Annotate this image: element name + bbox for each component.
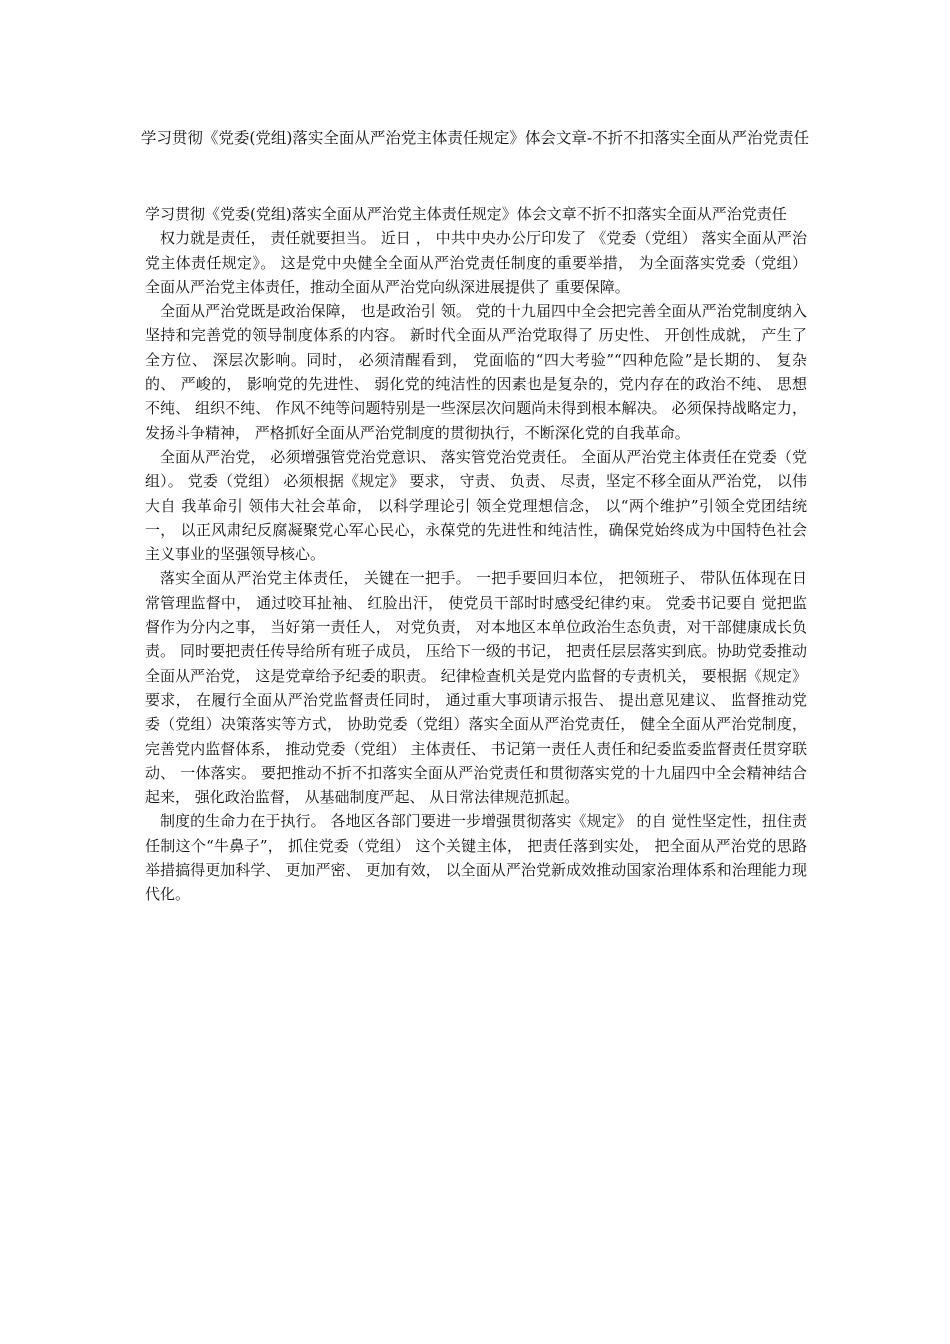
paragraph-2: 全面从严治党既是政治保障， 也是政治引 领。 党的十九届四中全会把完善全面从严治党制度纳入坚持和完善党的领导制度体系的内容。 新时代全面从严治党取得了 历史性、 开创性成就， 产生了 全方位、 深层次影响。同时， 必须清醒看到， 党面临的“四大考验”“四种危险”是长期的、 复杂的、 严峻的， 影响党的先进性、 弱化党的纯洁性的因素也是复杂的，党内存在的政治不纯、 思想不纯、 组织不纯、 作风不纯等问题特别是一些深层次问题尚未得到根本解决。 必须保持战略定力， 发扬斗争精神， 严格抓好全面从严治党制度的贯彻执行，不断深化党的自我革命。 bbox=[145, 302, 807, 442]
paragraph-3: 全面从严治党， 必须增强管党治党意识、 落实管党治党责任。 全面从严治党主体责任在党委（党组）。 党委（党组） 必须根据《规定》 要求， 守责、 负责、 尽责，坚定不移全面从严治党， 以伟大自 我革命引 领伟大社会革命， 以科学理论引 领全党理想信念， 以“两个维护”引领全党团结统一， 以正风肃纪反腐凝聚党心军心民心，永葆党的先进性和纯洁性，确保党始终成为中国特色社会主义事业的坚强领导核心。 bbox=[145, 447, 807, 564]
document-body bbox=[145, 202, 807, 907]
document-title: 学习贯彻《党委(党组)落实全面从严治党主体责任规定》体会文章-不折不扣落实全面从严治党责任 bbox=[140, 129, 810, 147]
paragraph-1: 权力就是责任， 责任就要担当。 近日 ， 中共中央办公厅印发了 《党委（党组） 落实全面从严治党主体责任规定》。 这是党中央健全全面从严治党责任制度的重要举措， 为全面落实党委（党组） 全面从严治党主体责任，推动全面从严治党向纵深进展提供了 重要保障。 bbox=[145, 229, 807, 296]
paragraph-5: 制度的生命力在于执行。 各地区各部门要进一步增强贯彻落实《规定》 的自 觉性坚定性，扭住责任制这个“牛鼻子”， 抓住党委（党组） 这个关键主体， 把责任落到实处， 把全面从严治党的思路举措搞得更加科学、 更加严密、 更加有效， 以全面从严治党新成效推动国家治理体系和治理能力现代化。 bbox=[145, 812, 807, 904]
document-subtitle: 学习贯彻《党委(党组)落实全面从严治党主体责任规定》体会文章不折不扣落实全面从严治党责任 bbox=[145, 205, 787, 223]
paragraph-4: 落实全面从严治党主体责任， 关键在一把手。 一把手要回归本位， 把领班子、 带队伍体现在日 常管理监督中， 通过咬耳扯袖、 红脸出汗， 使党员干部时时感受纪律约束。 党委书记要自 觉把监督作为分内之事， 当好第一责任人， 对党负责， 对本地区本单位政治生态负责，对干部健康成长负责。 同时要把责任传导给所有班子成员， 压给下一级的书记， 把责任层层落实到底。协助党委推动全面从严治党， 这是党章给予纪委的职责。 纪律检查机关是党内监督的专责机关， 要根据《规定》 要求， 在履行全面从严治党监督责任同时， 通过重大事项请示报告、 提出意见建议、 监督推动党委（党组）决策落实等方式， 协助党委（党组）落实全面从严治党责任， 健全全面从严治党制度， 完善党内监督体系， 推动党委（党组） 主体责任、 书记第一责任人责任和纪委监委监督责任贯穿联动、 一体落实。 要把推动不折不扣落实全面从严治党责任和贯彻落实党的十九届四中全会精神结合起来， 强化政治监督， 从基础制度严起、 从日常法律规范抓起。 bbox=[145, 569, 807, 807]
